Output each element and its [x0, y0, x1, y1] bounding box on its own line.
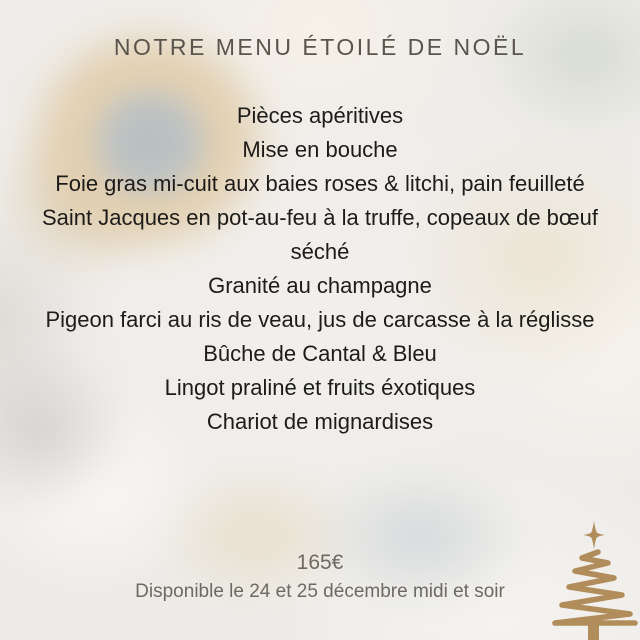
price: 165€ [296, 551, 344, 574]
christmas-tree-icon [542, 512, 640, 640]
tree-trunk [588, 623, 599, 640]
menu-item: Mise en bouche [242, 137, 398, 162]
menu-item: Foie gras mi-cuit aux baies roses & litchi, pain feuilleté [55, 171, 585, 196]
menu-item: Bûche de Cantal & Bleu [203, 341, 437, 366]
page-title: NOTRE MENU ÉTOILÉ DE NOËL [113, 34, 527, 60]
star-icon [583, 521, 605, 549]
menu-item: Pigeon farci au ris de veau, jus de carcasse à la réglisse [45, 307, 595, 332]
menu-list [34, 99, 606, 439]
menu-item: Granité au champagne [208, 273, 432, 298]
tree-branches [555, 552, 635, 623]
menu-item: Chariot de mignardises [206, 409, 434, 434]
availability-note: Disponible le 24 et 25 décembre midi et soir [135, 581, 505, 602]
menu-item: Pièces apéritives [236, 103, 404, 128]
menu-item: Lingot praliné et fruits éxotiques [164, 375, 476, 400]
menu-item: Saint Jacques en pot-au-feu à la truffe, copeaux de bœuf séché [41, 205, 599, 264]
